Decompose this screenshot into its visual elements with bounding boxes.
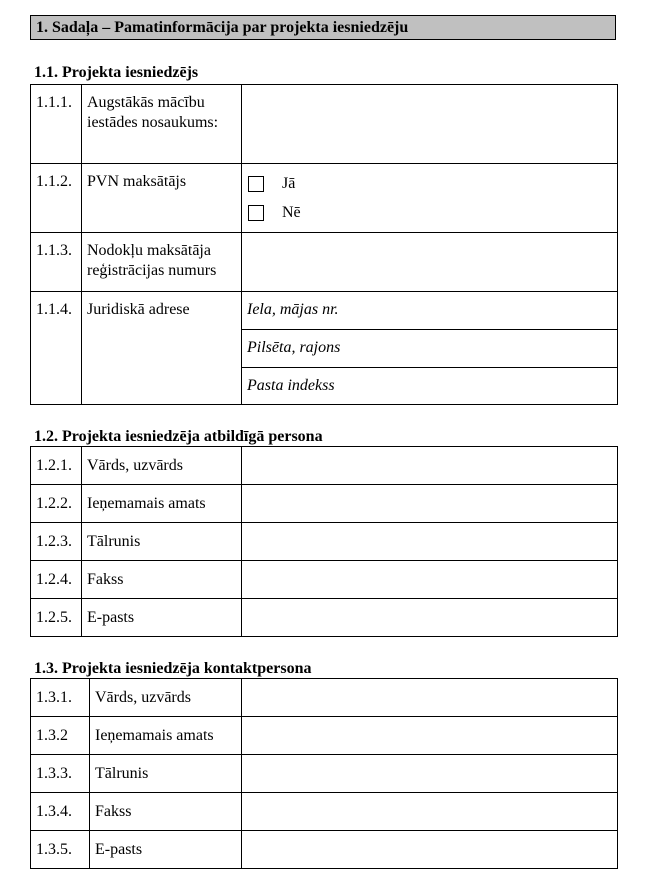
- table-row: [31, 85, 618, 164]
- tax-number-field[interactable]: [242, 233, 618, 292]
- vat-no-option[interactable]: [248, 203, 617, 223]
- table-row: [31, 679, 618, 717]
- subsection-title-1-1: 1.1. Projekta iesniedzējs: [34, 64, 199, 81]
- row-number: 1.1.3.: [31, 233, 82, 292]
- table-row: [31, 831, 618, 869]
- row-label: Fakss: [90, 793, 242, 831]
- table-row: [31, 447, 618, 485]
- table-row: [31, 561, 618, 599]
- row-label: Fakss: [82, 561, 242, 599]
- option-label-yes: Jā: [282, 175, 296, 192]
- row-label: E-pasts: [82, 599, 242, 637]
- street-field[interactable]: Iela, mājas nr.: [242, 292, 618, 330]
- row-number: 1.2.1.: [31, 447, 82, 485]
- table-row: [31, 233, 618, 292]
- row-number: 1.2.4.: [31, 561, 82, 599]
- value-field[interactable]: [242, 831, 618, 869]
- row-label: Juridiskā adrese: [82, 292, 242, 405]
- value-field[interactable]: [242, 523, 618, 561]
- checkbox-yes[interactable]: [248, 176, 264, 192]
- subsection-title-1-3: 1.3. Projekta iesniedzēja kontaktpersona: [34, 660, 312, 677]
- table-row: [31, 755, 618, 793]
- row-number: 1.3.4.: [31, 793, 90, 831]
- value-field[interactable]: [242, 755, 618, 793]
- row-number: 1.3.3.: [31, 755, 90, 793]
- table-row: [31, 485, 618, 523]
- table-row: [31, 292, 618, 330]
- checkbox-no[interactable]: [248, 205, 264, 221]
- row-label: Ieņemamais amats: [90, 717, 242, 755]
- value-field[interactable]: [242, 679, 618, 717]
- row-number: 1.1.4.: [31, 292, 82, 405]
- row-label: Ieņemamais amats: [82, 485, 242, 523]
- institution-name-field[interactable]: [242, 85, 618, 164]
- table-1-1: [30, 84, 618, 405]
- value-field[interactable]: [242, 561, 618, 599]
- table-row: [31, 793, 618, 831]
- section-title: 1. Sadaļa – Pamatinformācija par projekta iesniedzēju: [30, 15, 616, 40]
- row-label: E-pasts: [90, 831, 242, 869]
- table-row: [31, 717, 618, 755]
- value-field[interactable]: [242, 447, 618, 485]
- row-number: 1.2.5.: [31, 599, 82, 637]
- row-label: Tālrunis: [82, 523, 242, 561]
- city-field[interactable]: Pilsēta, rajons: [242, 330, 618, 368]
- row-label: PVN maksātājs: [82, 164, 242, 233]
- table-1-3: [30, 678, 618, 869]
- table-row: [31, 599, 618, 637]
- row-number: 1.1.1.: [31, 85, 82, 164]
- postal-code-field[interactable]: Pasta indekss: [242, 368, 618, 405]
- option-label-no: Nē: [282, 204, 301, 221]
- subsection-title-1-2: 1.2. Projekta iesniedzēja atbildīgā persona: [34, 428, 323, 445]
- vat-yes-option[interactable]: [248, 174, 617, 194]
- value-field[interactable]: [242, 599, 618, 637]
- row-number: 1.3.1.: [31, 679, 90, 717]
- row-label: Vārds, uzvārds: [82, 447, 242, 485]
- table-row: [31, 523, 618, 561]
- row-number: 1.3.2: [31, 717, 90, 755]
- row-number: 1.2.2.: [31, 485, 82, 523]
- value-field[interactable]: [242, 717, 618, 755]
- row-number: 1.3.5.: [31, 831, 90, 869]
- value-field[interactable]: [242, 793, 618, 831]
- row-label: Tālrunis: [90, 755, 242, 793]
- row-number: 1.2.3.: [31, 523, 82, 561]
- table-row: [31, 164, 618, 233]
- table-1-2: [30, 446, 618, 637]
- row-number: 1.1.2.: [31, 164, 82, 233]
- row-label: Nodokļu maksātāja reģistrācijas numurs: [82, 233, 242, 292]
- row-label: Augstākās mācību iestādes nosaukums:: [82, 85, 242, 164]
- row-label: Vārds, uzvārds: [90, 679, 242, 717]
- value-field[interactable]: [242, 485, 618, 523]
- vat-options: [242, 164, 618, 233]
